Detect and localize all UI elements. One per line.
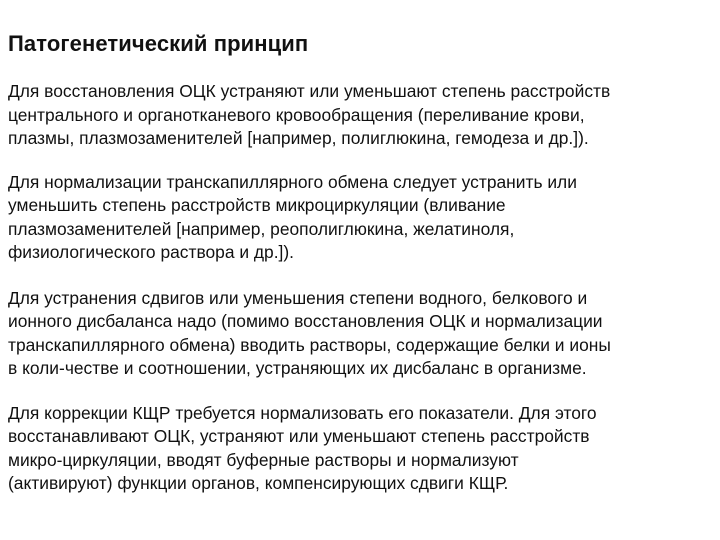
paragraph-line: Для нормализации транскапиллярного обмена следует устранить или bbox=[8, 171, 577, 192]
paragraph-line: Для устранения сдвигов или уменьшения степени водного, белкового и bbox=[8, 287, 588, 308]
paragraph-line: центрального и органотканевого кровообращения (переливание крови, bbox=[8, 104, 585, 125]
paragraph-line: плазмозаменителей [например, реополиглюкина, желатиноля, bbox=[8, 218, 515, 239]
paragraph-line: в коли-честве и соотношении, устраняющих их дисбаланс в организме. bbox=[8, 358, 587, 378]
paragraph-line: физиологического раствора и др.]). bbox=[8, 242, 294, 262]
paragraph-line: (активируют) функции органов, компенсирующих сдвиги КЩР. bbox=[8, 473, 509, 493]
paragraph-line: ионного дисбаланса надо (помимо восстановления ОЦК и нормализации bbox=[8, 311, 603, 331]
paragraph-line: плазмы, плазмозаменителей [например, полиглюкина, гемодеза и др.]). bbox=[8, 128, 589, 148]
paragraph-ion-imbalance bbox=[8, 287, 714, 381]
paragraph-transcapillary-exchange bbox=[8, 171, 714, 265]
paragraph-ock-restoration bbox=[8, 80, 714, 151]
paragraph-acid-base-correction bbox=[8, 402, 714, 496]
paragraph-line: транскапиллярного обмена) вводить растворы, содержащие белки и ионы bbox=[8, 334, 611, 355]
paragraph-line: Для коррекции КЩР требуется нормализовать его показатели. Для этого bbox=[8, 402, 597, 423]
paragraph-line: восстанавливают ОЦК, устраняют или уменьшают степень расстройств bbox=[8, 426, 590, 446]
paragraph-line: уменьшить степень расстройств микроциркуляции (вливание bbox=[8, 195, 506, 215]
slide-title: Патогенетический принцип bbox=[8, 31, 309, 56]
paragraph-line: Для восстановления ОЦК устраняют или уменьшают степень расстройств bbox=[8, 81, 611, 101]
paragraph-line: микро-циркуляции, вводят буферные растворы и нормализуют bbox=[8, 449, 519, 470]
